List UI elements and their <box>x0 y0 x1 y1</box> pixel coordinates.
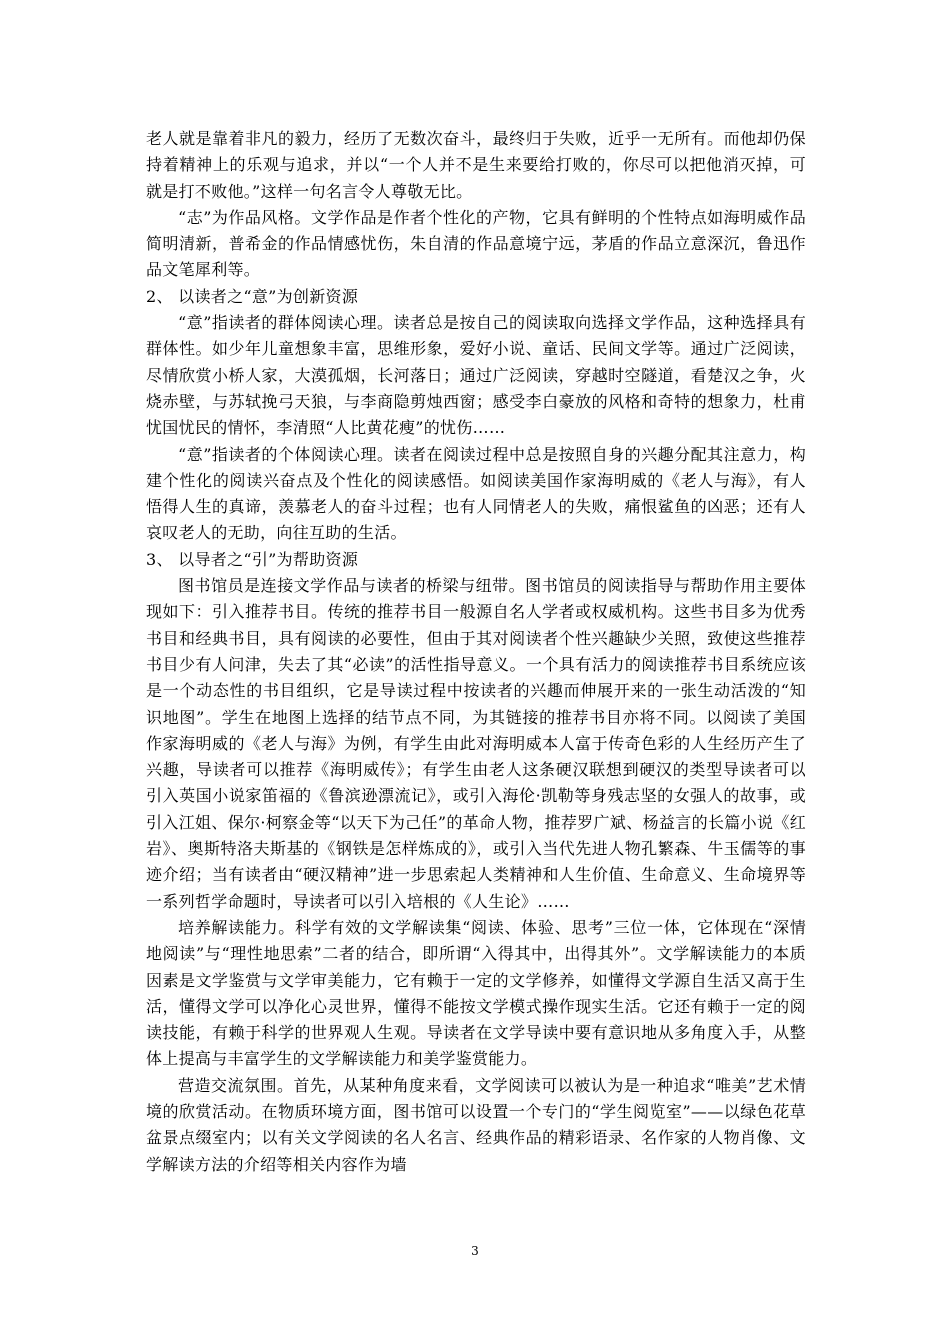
paragraph-interpretation-ability: 培养解读能力。科学有效的文学解读集“阅读、体验、思考”三位一体，它体现在“深情地阅读”与“理性地思索”二者的结合，即所谓“入得其中，出得其外”。文学解读能力的本质因素是文学鉴赏与文学审美能力，它有赖于一定的文学修养，如懂得文学源自生活又高于生活，懂得文学可以净化心灵世界，懂得不能按文学模式操作现实生活。它还有赖于一定的阅读技能，有赖于科学的世界观人生观。导读者在文学导读中要有意识地从多角度入手，从整体上提高与丰富学生的文学解读能力和美学鉴赏能力。 <box>146 917 806 1069</box>
section-heading-3: 3、 以导者之“引”为帮助资源 <box>146 549 359 569</box>
paragraph-group-reading: “意”指读者的群体阅读心理。读者总是按自己的阅读取向选择文学作品，这种选择具有群体性。如少年儿童想象丰富，思维形象，爱好小说、童话、民间文学等。通过广泛阅读，尽情欣赏小桥人家，大漠孤烟，长河落日；通过广泛阅读，穿越时空隧道，看楚汉之争，火烧赤壁，与苏轼挽弓天狼，与李商隐剪烛西窗；感受李白豪放的风格和奇特的想象力，杜甫忧国忧民的情怀，李清照“人比黄花瘦”的忧伤…… <box>146 313 806 438</box>
paragraph-exchange-atmosphere: 营造交流氛围。首先，从某种角度来看，文学阅读可以被认为是一种追求“唯美”艺术情境的欣赏活动。在物质环境方面，图书馆可以设置一个专门的“学生阅览室”——以绿色花草盆景点缀室内；以有关文学阅读的名人名言、经典作品的精彩语录、名作家的人物肖像、文学解读方法的介绍等相关内容作为墙 <box>146 1075 806 1174</box>
paragraph-individual-reading: “意”指读者的个体阅读心理。读者在阅读过程中总是按照自身的兴趣分配其注意力，构建个性化的阅读兴奋点及个性化的阅读感悟。如阅读美国作家海明威的《老人与海》，有人悟得人生的真谛，羡慕老人的奋斗过程；也有人同情老人的失败，痛恨鲨鱼的凶恶；还有人哀叹老人的无助，向往互助的生活。 <box>146 444 806 543</box>
page-number: 3 <box>471 1244 479 1258</box>
document-body <box>146 126 806 1178</box>
paragraph-style: “志”为作品风格。文学作品是作者个性化的产物，它具有鲜明的个性特点如海明威作品简明清新，普希金的作品情感忧伤，朱自清的作品意境宁远，茅盾的作品立意深沉，鲁迅作品文笔犀利等。 <box>146 207 806 280</box>
paragraph-continuation: 老人就是靠着非凡的毅力，经历了无数次奋斗，最终归于失败，近乎一无所有。而他却仍保持着精神上的乐观与追求，并以“一个人并不是生来要给打败的，你尽可以把他消灭掉，可就是打不败他。”这样一句名言令人尊敬无比。 <box>146 129 806 201</box>
section-heading-2: 2、 以读者之“意”为创新资源 <box>146 286 359 306</box>
paragraph-librarian-guidance: 图书馆员是连接文学作品与读者的桥梁与纽带。图书馆员的阅读指导与帮助作用主要体现如下：引入推荐书目。传统的推荐书目一般源自名人学者或权威机构。这些书目多为优秀书目和经典书目，具有阅读的必要性，但由于其对阅读者个性兴趣缺少关照，致使这些推荐书目少有人问津，失去了其“必读”的活性指导意义。一个具有活力的阅读推荐书目系统应该是一个动态性的书目组织，它是导读过程中按读者的兴趣而伸展开来的一张生动活泼的“知识地图”。学生在地图上选择的结节点不同，为其链接的推荐书目亦将不同。以阅读了美国作家海明威的《老人与海》为例，有学生由此对海明威本人富于传奇色彩的人生经历产生了兴趣，导读者可以推荐《海明威传》；有学生由老人这条硬汉联想到硬汉的类型导读者可以引入英国小说家笛福的《鲁滨逊漂流记》，或引入海伦·凯勒等身残志坚的女强人的故事，或引入江姐、保尔·柯察金等“以天下为己任”的革命人物，推荐罗广斌、杨益言的长篇小说《红岩》、奥斯特洛夫斯基的《钢铁是怎样炼成的》，或引入当代先进人物孔繁森、牛玉儒等的事迹介绍；当有读者由“硬汉精神”进一步思索起人类精神和人生价值、生命意义、生命境界等一系列哲学命题时，导读者可以引入培根的《人生论》…… <box>146 576 806 911</box>
